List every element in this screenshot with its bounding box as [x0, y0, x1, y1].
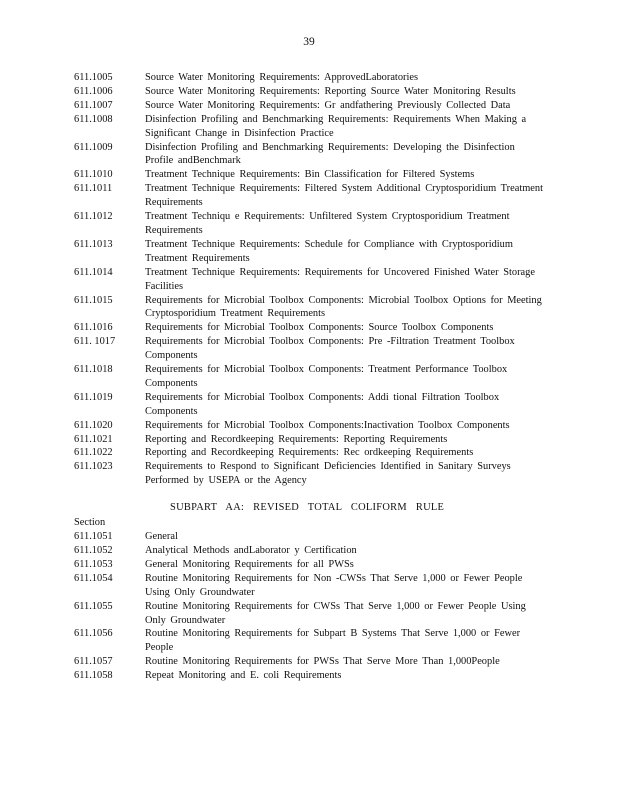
toc-entry: [74, 182, 544, 210]
section-title: Treatment Technique Requirements: Filtered System Additional Cryptosporidium Treatment Requirements: [145, 183, 543, 209]
toc-entry: [74, 71, 544, 85]
section-number: 611.1007: [74, 99, 113, 111]
section-title: Treatment Technique Requirements: Schedule for Compliance with Cryptosporidium Treatment Requirements: [145, 238, 513, 264]
section-number: 611.1057: [74, 656, 113, 668]
section-title: Routine Monitoring Requirements for Non -CWSs That Serve 1,000 or Fewer People Using Only Groundwater: [145, 572, 523, 598]
toc-entry: [74, 600, 544, 628]
toc-entry: [74, 294, 544, 322]
section-title: Treatment Technique Requirements: Requirements for Uncovered Finished Water Storage Facilities: [145, 266, 535, 292]
section-title: Requirements for Microbial Toolbox Components: Source Toolbox Components: [145, 322, 494, 334]
section-title: Reporting and Recordkeeping Requirements: Rec ordkeeping Requirements: [145, 447, 474, 459]
section-title: Source Water Monitoring Requirements: Gr andfathering Previously Collected Data: [145, 99, 511, 111]
subpart-heading: SUBPART AA: REVISED TOTAL COLIFORM RULE: [170, 502, 445, 514]
toc-entry: [74, 335, 544, 363]
section-number: 611.1055: [74, 600, 113, 612]
section-number: 611.1056: [74, 628, 113, 640]
section-number: 611.1051: [74, 531, 113, 543]
toc-entry: [74, 168, 544, 182]
section-number: 611.1020: [74, 419, 113, 431]
toc-entry: [74, 266, 544, 294]
section-title: Treatment Techniqu e Requirements: Unfiltered System Cryptosporidium Treatment Requirements: [145, 211, 510, 236]
section-title: Treatment Technique Requirements: Bin Classification for Filtered Systems: [145, 169, 475, 181]
section-number: 611.1010: [74, 169, 113, 181]
toc-entry: [74, 544, 544, 558]
section-title: Disinfection Profiling and Benchmarking Requirements: Requirements When Making a Significant Change in Disinfection Practice: [145, 113, 527, 139]
toc-entry: [74, 363, 544, 391]
toc-entry: [74, 627, 544, 655]
toc-entry: [74, 530, 544, 544]
section-number: 611.1054: [74, 572, 113, 584]
section-title: Source Water Monitoring Requirements: Reporting Source Water Monitoring Results: [145, 85, 516, 97]
toc-entry: [74, 433, 544, 447]
section-list-subpart-aa: [74, 530, 544, 683]
section-title: Routine Monitoring Requirements for CWSs That Serve 1,000 or Fewer People Using Only Groundwater: [145, 600, 526, 626]
toc-entry: [74, 669, 544, 683]
section-number: 611.1021: [74, 433, 113, 445]
section-title: General: [145, 531, 178, 543]
section-number: 611.1011: [74, 183, 113, 195]
section-title: Requirements for Microbial Toolbox Components: Addi tional Filtration Toolbox Components: [145, 391, 500, 417]
table-of-contents: [74, 71, 544, 683]
toc-entry: [74, 572, 544, 600]
toc-entry: [74, 460, 544, 488]
section-number: 611.1015: [74, 294, 113, 306]
section-title: Reporting and Recordkeeping Requirements: Reporting Requirements: [145, 433, 448, 445]
section-title: Requirements for Microbial Toolbox Components: Treatment Performance Toolbox Components: [145, 364, 508, 389]
section-number: 611. 1017: [74, 336, 116, 348]
toc-entry: [74, 113, 544, 141]
section-number: 611.1009: [74, 141, 113, 153]
section-title: Repeat Monitoring and E. coli Requirements: [145, 670, 342, 682]
section-title: Disinfection Profiling and Benchmarking Requirements: Developing the Disinfection Profile andBenchmark: [145, 141, 515, 167]
section-list-subpart-z: [74, 71, 544, 488]
section-label: Section: [74, 517, 106, 529]
section-number: 611.1023: [74, 461, 113, 473]
section-number: 611.1018: [74, 364, 113, 376]
toc-entry: [74, 238, 544, 266]
section-number: 611.1052: [74, 545, 113, 556]
toc-entry: [74, 446, 544, 460]
section-title: Routine Monitoring Requirements for PWSs That Serve More Than 1,000People: [145, 656, 500, 668]
section-title: Requirements to Respond to Significant Deficiencies Identified in Sanitary Surveys Performed by USEPA or the Agency: [145, 461, 511, 487]
toc-entry: [74, 210, 544, 238]
section-number: 611.1019: [74, 391, 113, 403]
toc-entry: [74, 391, 544, 419]
section-number: 611.1014: [74, 266, 113, 278]
section-number: 611.1008: [74, 113, 113, 125]
toc-entry: [74, 85, 544, 99]
page-number: 39: [303, 36, 315, 48]
toc-entry: [74, 558, 544, 572]
section-title: Requirements for Microbial Toolbox Components: Pre -Filtration Treatment Toolbox Components: [145, 336, 515, 362]
toc-entry: [74, 99, 544, 113]
section-title: Requirements for Microbial Toolbox Components: Microbial Toolbox Options for Meeting Cryptosporidium Treatment Requirements: [145, 294, 542, 320]
section-number: 611.1022: [74, 447, 113, 459]
section-number: 611.1005: [74, 72, 113, 83]
section-number: 611.1006: [74, 85, 113, 97]
toc-entry: [74, 655, 544, 669]
section-title: Requirements for Microbial Toolbox Components:Inactivation Toolbox Components: [145, 419, 510, 431]
section-number: 611.1016: [74, 322, 113, 334]
toc-entry: [74, 321, 544, 335]
toc-entry: [74, 419, 544, 433]
section-title: Source Water Monitoring Requirements: ApprovedLaboratories: [145, 72, 419, 83]
section-number: 611.1058: [74, 670, 113, 682]
section-number: 611.1013: [74, 238, 113, 250]
section-number: 611.1053: [74, 558, 113, 570]
section-title: Routine Monitoring Requirements for Subpart B Systems That Serve 1,000 or Fewer People: [145, 628, 521, 654]
section-title: Analytical Methods andLaborator y Certification: [145, 545, 357, 556]
section-number: 611.1012: [74, 211, 113, 223]
section-title: General Monitoring Requirements for all PWSs: [145, 558, 354, 570]
toc-entry: [74, 141, 544, 169]
